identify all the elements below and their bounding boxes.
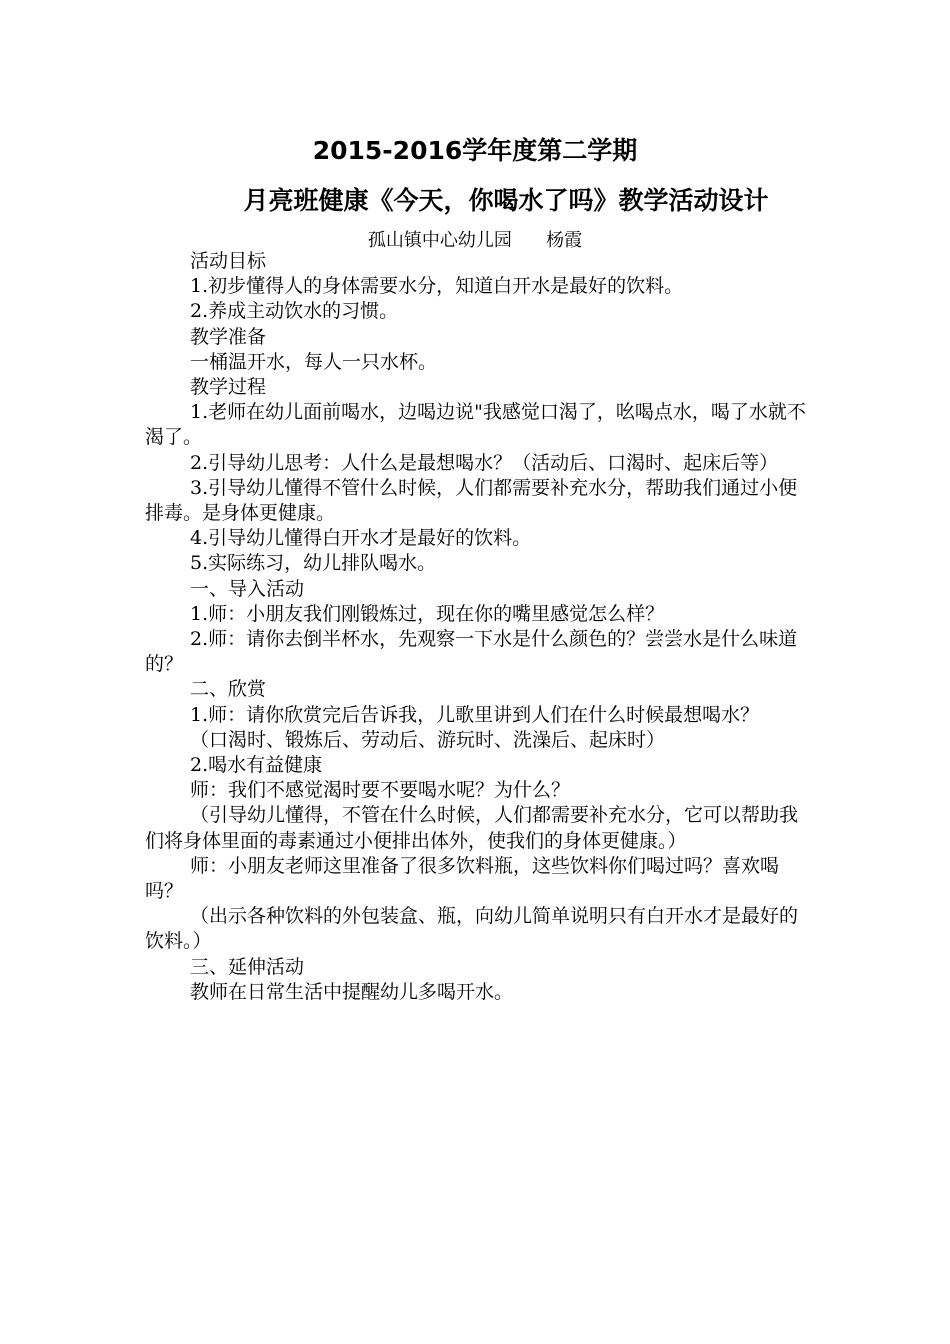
paragraph: 师：小朋友老师这里准备了很多饮料瓶，这些饮料你们喝过吗？喜欢喝吗？ bbox=[145, 854, 780, 903]
document-title-activity: 月亮班健康《今天，你喝水了吗》教学活动设计 bbox=[243, 186, 769, 215]
paragraph: 教师在日常生活中提醒幼儿多喝开水。 bbox=[190, 980, 514, 1003]
paragraph: （引导幼儿懂得，不管在什么时候，人们都需要补充水分，它可以帮助我们将身体里面的毒素通过小便排出体外，使我们的身体更健康。） bbox=[145, 804, 799, 852]
paragraph: 师：我们不感觉渴时要不要喝水呢？为什么？ bbox=[190, 779, 571, 802]
paragraph: 活动目标 bbox=[190, 250, 267, 272]
paragraph: 2.养成主动饮水的习惯。 bbox=[190, 300, 399, 323]
paragraph: 一桶温开水，每人一只水杯。 bbox=[190, 350, 438, 373]
paragraph: 4.引导幼儿懂得白开水才是最好的饮料。 bbox=[190, 527, 532, 550]
paragraph: 1.老师在幼儿面前喝水，边喝边说"我感觉口渴了，吆喝点水，喝了水就不渴了。 bbox=[145, 401, 806, 449]
paragraph: 一、导入活动 bbox=[190, 577, 305, 600]
paragraph: （出示各种饮料的外包装盒、瓶，向幼儿简单说明只有白开水才是最好的饮料。） bbox=[145, 905, 799, 953]
paragraph: 1.师：小朋友我们刚锻炼过，现在你的嘴里感觉怎么样？ bbox=[190, 602, 665, 625]
paragraph: 1.初步懂得人的身体需要水分，知道白开水是最好的饮料。 bbox=[190, 275, 684, 298]
paragraph: 5.实际练习，幼儿排队喝水。 bbox=[190, 552, 437, 575]
paragraph: 三、延伸活动 bbox=[190, 955, 305, 978]
document-title-term: 2015-2016学年度第二学期 bbox=[312, 136, 638, 165]
paragraph: 2.喝水有益健康 bbox=[190, 754, 323, 777]
document-body bbox=[145, 249, 810, 1005]
paragraph: 2.引导幼儿思考：人什么是最想喝水？（活动后、口渴时、起床后等） bbox=[190, 451, 779, 474]
paragraph: （口渴时、锻炼后、劳动后、游玩时、洗澡后、起床时） bbox=[190, 728, 666, 751]
paragraph: 2.师：请你去倒半杯水，先观察一下水是什么颜色的？尝尝水是什么味道的？ bbox=[145, 628, 798, 676]
paragraph: 教学准备 bbox=[190, 325, 267, 348]
paragraph: 教学过程 bbox=[190, 376, 267, 399]
author-byline: 孤山镇中心幼儿园 杨霞 bbox=[367, 230, 583, 251]
paragraph: 二、欣赏 bbox=[190, 678, 267, 701]
paragraph: 1.师：请你欣赏完后告诉我，儿歌里讲到人们在什么时候最想喝水？ bbox=[190, 703, 760, 726]
paragraph: 3.引导幼儿懂得不管什么时候，人们都需要补充水分，帮助我们通过小便排毒。是身体更健康。 bbox=[145, 476, 798, 525]
